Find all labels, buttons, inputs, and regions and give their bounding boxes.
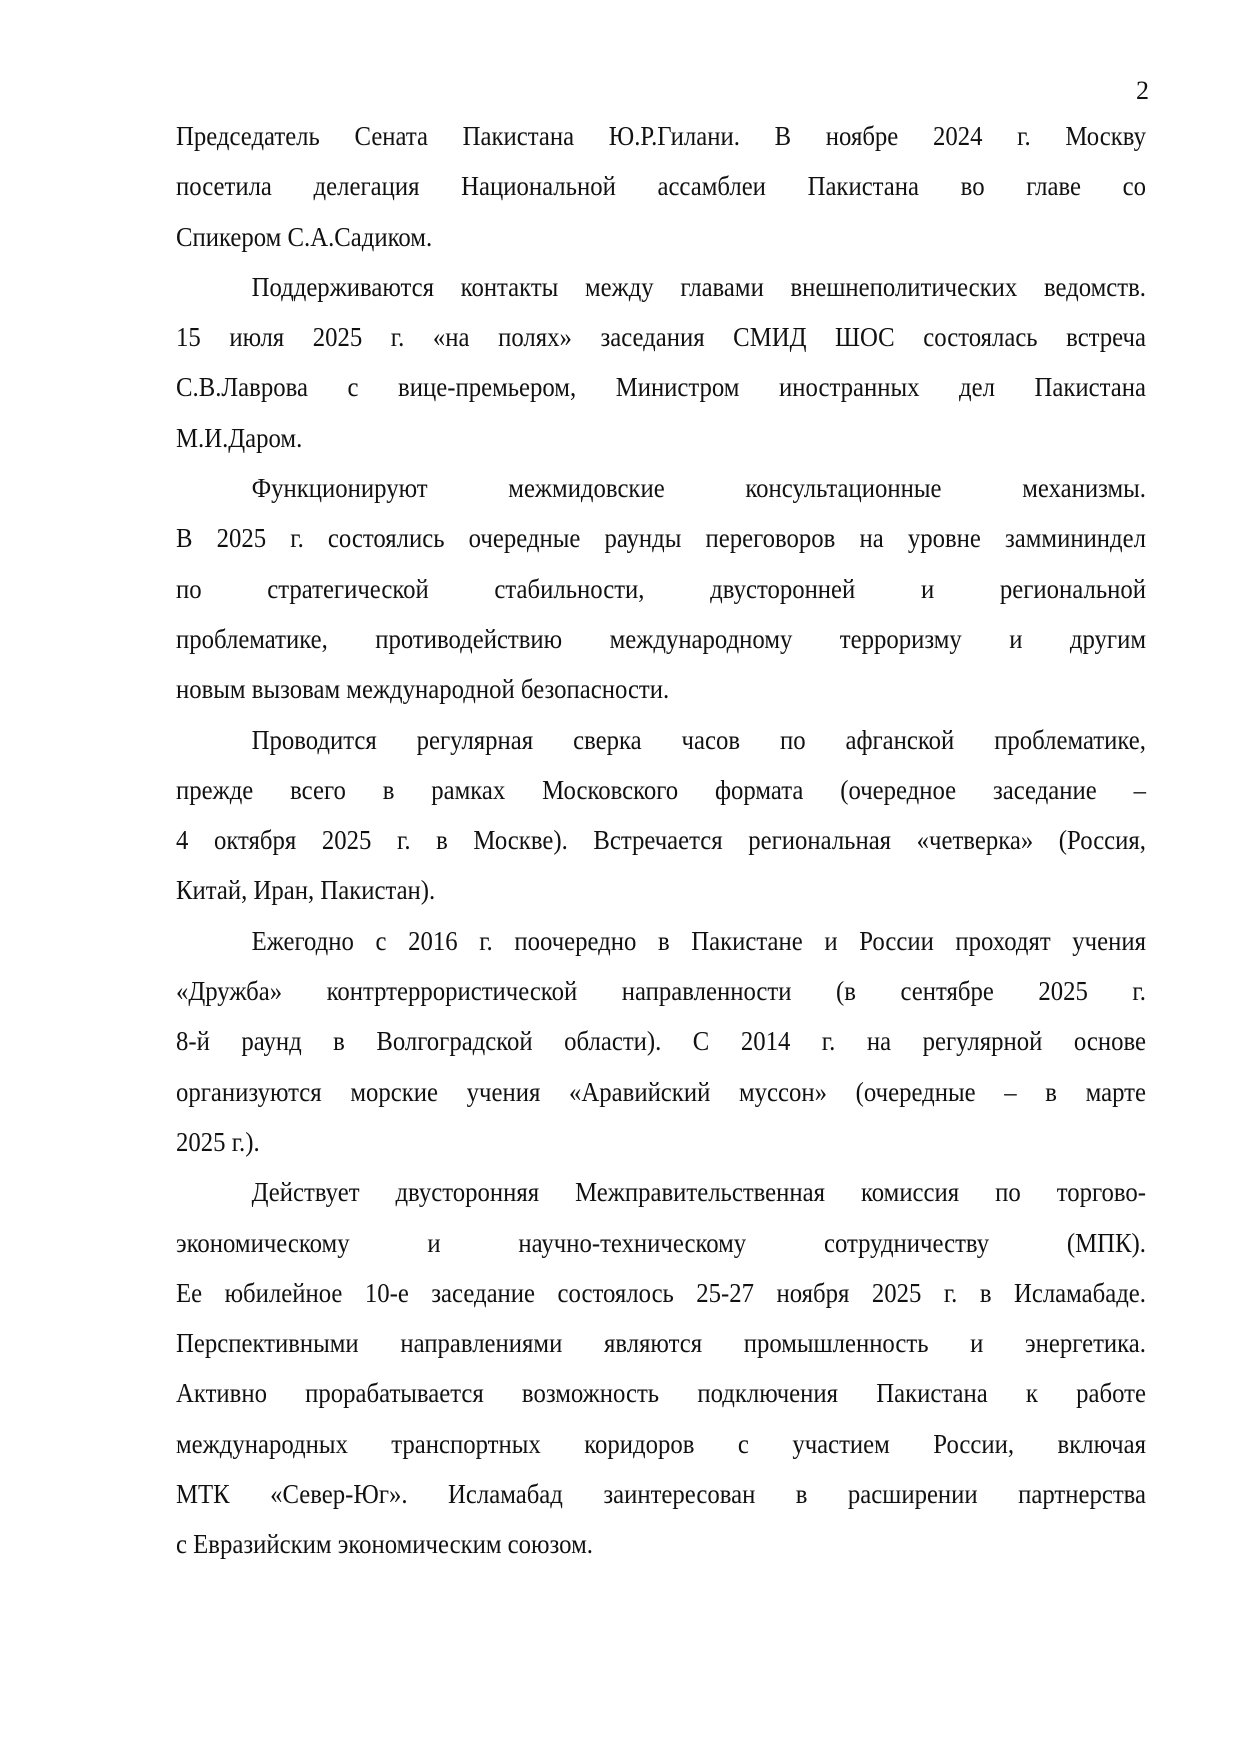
paragraph — [176, 921, 1146, 1172]
text-line: Китай, Иран, Пакистан). — [176, 874, 436, 906]
text-line: с Евразийским экономическим союзом. — [176, 1528, 593, 1560]
text-line: Активно прорабатывается возможность подключения Пакистана к работе — [176, 1377, 1146, 1409]
text-line: Перспективными направлениями являются промышленность и энергетика. — [176, 1327, 1146, 1359]
text-line: экономическому и научно-техническому сотрудничеству (МПК). — [176, 1226, 1146, 1258]
paragraph — [176, 116, 1146, 267]
paragraph — [176, 267, 1146, 468]
paragraph — [176, 468, 1146, 719]
text-line: 4 октября 2025 г. в Москве). Встречается региональная «четверка» (Россия, — [176, 824, 1146, 856]
text-line: Ее юбилейное 10-е заседание состоялось 25-27 ноября 2025 г. в Исламабаде. — [176, 1276, 1146, 1308]
text-line: Проводится регулярная сверка часов по афганской проблематике, — [251, 723, 1146, 755]
text-line: 2025 г.). — [176, 1125, 260, 1157]
text-line: международных транспортных коридоров с участием России, включая — [176, 1427, 1146, 1459]
text-line: С.В.Лаврова с вице-премьером, Министром иностранных дел Пакистана — [176, 371, 1146, 403]
text-line: новым вызовам международной безопасности. — [176, 673, 670, 705]
paragraph — [176, 720, 1146, 921]
text-line: проблематике, противодействию международному терроризму и другим — [176, 622, 1146, 654]
text-line: В 2025 г. состоялись очередные раунды переговоров на уровне заммининдел — [176, 522, 1146, 554]
text-line: посетила делегация Национальной ассамблеи Пакистана во главе со — [176, 170, 1146, 202]
text-line: Действует двусторонняя Межправительственная комиссия по торгово- — [251, 1176, 1146, 1208]
text-line: Председатель Сената Пакистана Ю.Р.Гилани. В ноябре 2024 г. Москву — [176, 120, 1146, 151]
text-line: Ежегодно с 2016 г. поочередно в Пакистане и России проходят учения — [251, 924, 1146, 956]
text-line: МТК «Север-Юг». Исламабад заинтересован в расширении партнерства — [176, 1478, 1146, 1510]
text-line: «Дружба» контртеррористической направленности (в сентябре 2025 г. — [176, 975, 1146, 1007]
text-line: прежде всего в рамках Московского формата (очередное заседание – — [176, 773, 1146, 805]
paragraph — [176, 1172, 1146, 1574]
page-number: 2 — [1136, 76, 1149, 105]
text-line: М.И.Даром. — [176, 421, 303, 453]
text-line: Функционируют межмидовские консультационные механизмы. — [251, 472, 1146, 504]
document-body — [176, 116, 1146, 1575]
text-line: 8-й раунд в Волгоградской области). С 2014 г. на регулярной основе — [176, 1025, 1146, 1057]
text-line: по стратегической стабильности, двусторонней и региональной — [176, 572, 1146, 604]
text-line: Поддерживаются контакты между главами внешнеполитических ведомств. — [251, 270, 1146, 302]
text-line: Спикером С.А.Садиком. — [176, 220, 433, 252]
text-line: 15 июля 2025 г. «на полях» заседания СМИД ШОС состоялась встреча — [176, 321, 1146, 353]
text-line: организуются морские учения «Аравийский муссон» (очередные – в марте — [176, 1075, 1146, 1107]
